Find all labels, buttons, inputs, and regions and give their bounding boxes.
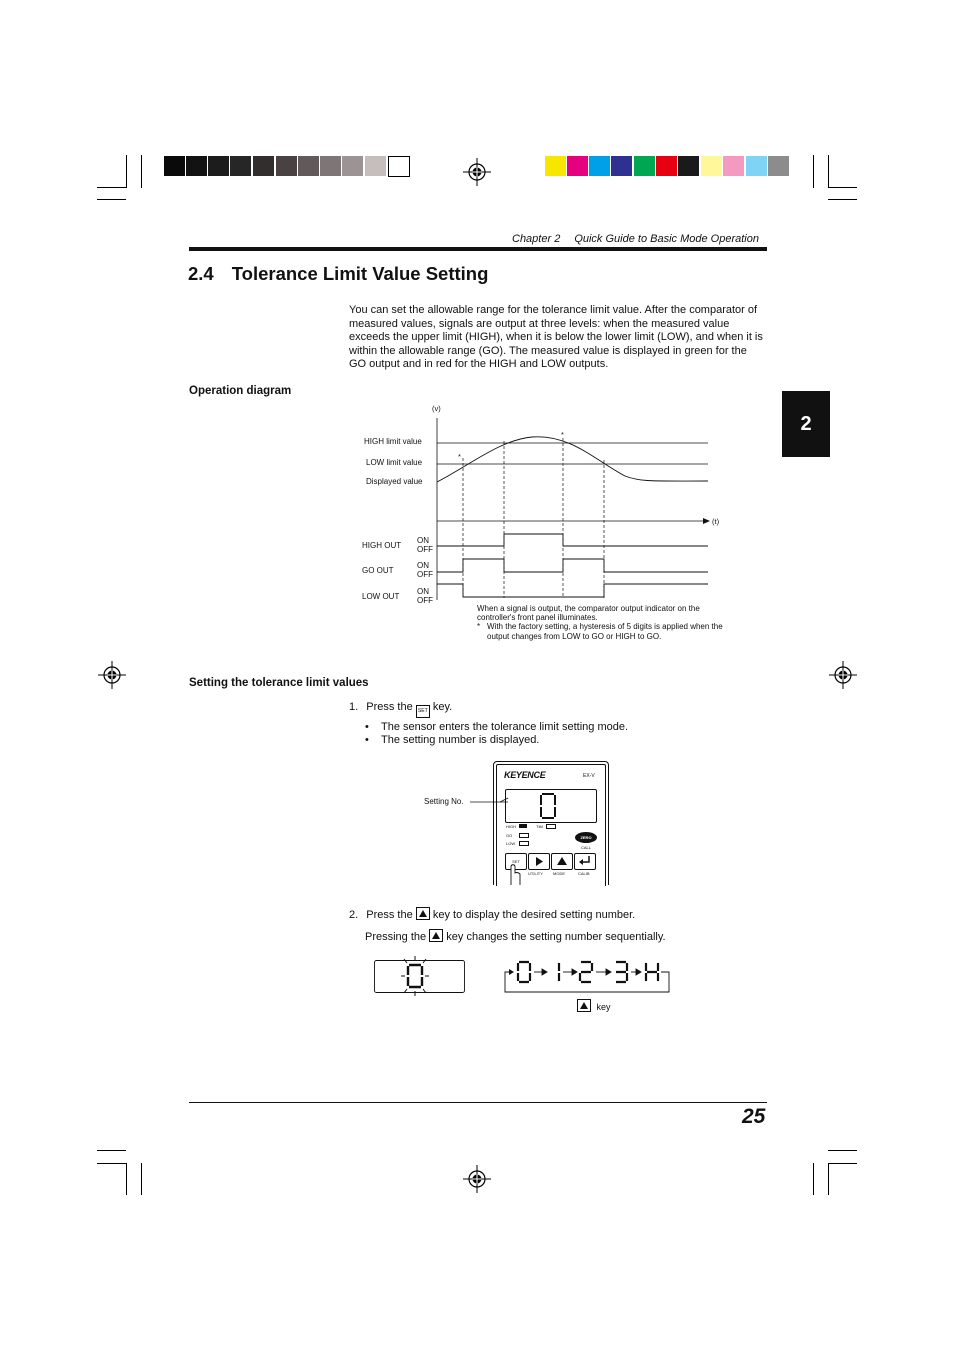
registration-mark-left (98, 661, 126, 689)
step-1 (349, 701, 452, 718)
t-axis-arrow (703, 518, 710, 524)
calib-label: CALIB (578, 871, 590, 876)
right-arrow-button[interactable] (528, 853, 550, 870)
displayed-value-label: Displayed value (366, 477, 423, 486)
indicator-high-label: HIGH (506, 824, 516, 829)
go-out-signal (437, 559, 708, 572)
pressing-finger-icon (506, 861, 524, 885)
bullet-text: The setting number is displayed. (381, 734, 540, 746)
seven-segment-zero (538, 793, 558, 819)
up-key-icon (416, 907, 430, 920)
high-limit-label: HIGH limit value (364, 437, 422, 446)
right-arrow-icon (535, 857, 544, 866)
step-2-sub-pre: Pressing the (365, 931, 427, 943)
v-axis-label: (v) (432, 404, 441, 413)
high-out-label: HIGH OUT (362, 541, 402, 550)
step-1-post: key. (432, 701, 453, 713)
go-out-label: GO OUT (362, 566, 394, 575)
indicator-low-label: LOW (506, 841, 516, 846)
step-1-pre: Press the (366, 701, 413, 713)
low-out-label: LOW OUT (362, 592, 400, 601)
displayed-value-curve (437, 437, 708, 482)
up-key-icon (429, 929, 443, 942)
page-number: 25 (742, 1105, 766, 1128)
bullet-text: The sensor enters the tolerance limit setting mode. (381, 721, 629, 733)
indicator-tim-led (546, 824, 556, 829)
step-1-number: 1. (349, 701, 359, 713)
up-arrow-button[interactable] (551, 853, 573, 870)
indicator-go-led (519, 833, 529, 838)
sequence-digit-2 (580, 962, 592, 982)
section-title (188, 263, 488, 285)
registration-mark-top (463, 158, 491, 186)
step-2-sub-post: key changes the setting number sequentially. (446, 931, 666, 943)
call-label: CALL (581, 845, 592, 850)
setting-heading: Setting the tolerance limit values (189, 677, 369, 689)
bullet-item (365, 721, 628, 733)
timing-chart (420, 410, 720, 610)
brand-text: KEYENCE (504, 770, 546, 780)
low-limit-label: LOW limit value (366, 458, 423, 467)
sequence-digit-0 (518, 962, 530, 982)
high-out-off: OFF (417, 545, 433, 554)
t-axis-label: (t) (712, 517, 720, 526)
enter-button[interactable] (574, 853, 596, 870)
registration-mark-right (829, 661, 857, 689)
display-window (505, 789, 597, 823)
note-hysteresis-text: With the factory setting, a hysteresis of 5 digits is applied when the output changes from LOW to GO or HIGH to GO. (487, 622, 723, 641)
step-2-number: 2. (349, 909, 359, 921)
header-rule (189, 247, 767, 251)
footer-rule (189, 1102, 767, 1103)
note-indicator: When a signal is output, the comparator output indicator on the controller's front panel illuminates. (477, 604, 700, 623)
section-number: 2.4 (188, 263, 214, 284)
hysteresis-mark-left: * (458, 452, 461, 461)
step-2-sub (365, 929, 666, 943)
registration-mark-bottom (463, 1165, 491, 1193)
step-2 (349, 907, 635, 921)
note-hysteresis (477, 622, 737, 640)
setting-no-callout: Setting No. (424, 797, 464, 806)
high-out-signal (437, 534, 708, 546)
step-2-post: key to display the desired setting number. (432, 909, 636, 921)
low-out-off: OFF (417, 596, 433, 605)
blinking-display (374, 955, 466, 997)
chapter-title: Quick Guide to Basic Mode Operation (574, 233, 759, 245)
sequence-key-label: key (596, 1002, 611, 1012)
set-button[interactable]: SET (505, 853, 527, 870)
diagram-notes (477, 604, 737, 641)
indicator-high-led (519, 824, 527, 828)
mode-label: MODE (553, 871, 565, 876)
chapter-header (512, 233, 759, 245)
low-out-on: ON (417, 587, 429, 596)
step-2-pre: Press the (366, 909, 413, 921)
section-title-text: Tolerance Limit Value Setting (231, 263, 489, 284)
hysteresis-mark-right: * (561, 430, 564, 439)
indicator-tim-label: TIM (536, 824, 543, 829)
go-out-on: ON (417, 561, 429, 570)
model-label: EX-V (583, 773, 595, 779)
sequence-digit-h (646, 963, 658, 981)
brand-logo (504, 770, 545, 780)
go-out-off: OFF (417, 570, 433, 579)
intro-paragraph: You can set the allowable range for the tolerance limit value. After the comparator of measured values, signals are output at three levels: when the measured value exceeds the upper limit (HIGH), when it is below the lower limit (LOW), and when it is within the allowable range (GO). The measured value is displayed in green for the GO output and in red for the HIGH and LOW outputs. (349, 304, 763, 371)
indicator-low-led (519, 841, 529, 846)
bullet-item (365, 734, 539, 746)
up-arrow-icon (557, 857, 567, 866)
setting-sequence (503, 958, 673, 998)
utility-label: UTILITY (528, 871, 543, 876)
indicator-go-label: GO (506, 833, 513, 838)
enter-icon (579, 856, 591, 866)
sequence-loop-arrow (509, 969, 514, 975)
sequence-digit-3 (616, 962, 627, 982)
chapter-label: Chapter 2 (512, 233, 561, 245)
controller-device (493, 761, 609, 885)
operation-diagram-heading: Operation diagram (189, 385, 292, 397)
set-key-icon: SET (416, 705, 430, 718)
high-out-on: ON (417, 536, 429, 545)
note-hysteresis-mark: * (477, 622, 481, 632)
low-out-signal (437, 584, 708, 597)
sequence-key-caption (577, 999, 611, 1012)
chapter-tab: 2 (782, 391, 830, 457)
zero-button[interactable]: ZERO (575, 832, 597, 843)
up-key-icon (577, 999, 591, 1012)
